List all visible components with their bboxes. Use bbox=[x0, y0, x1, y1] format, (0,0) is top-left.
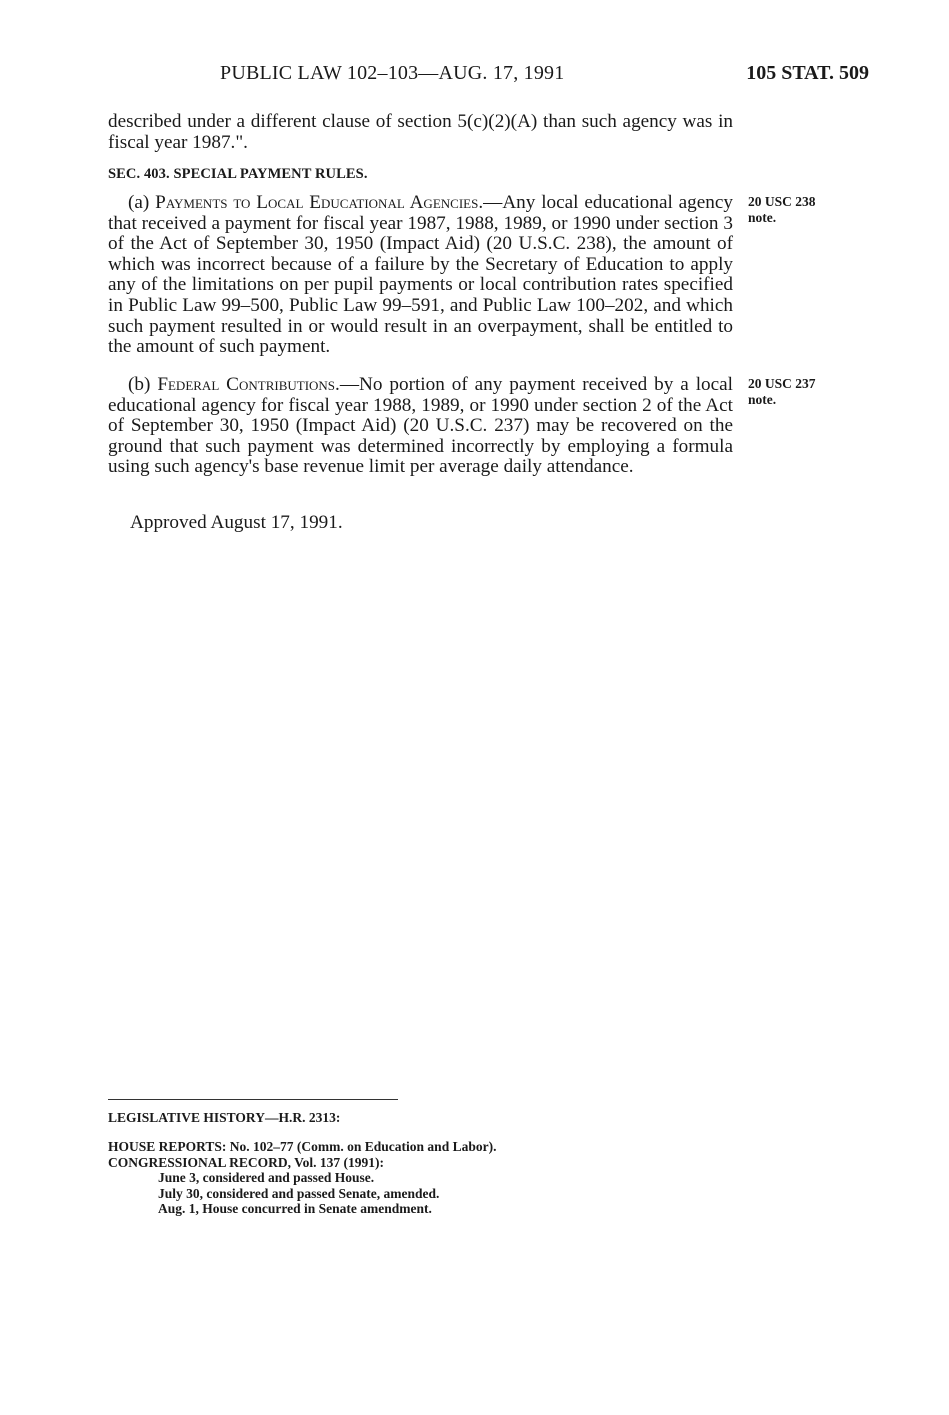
congressional-record: CONGRESSIONAL RECORD, Vol. 137 (1991): bbox=[108, 1154, 385, 1170]
subsection-a-label: (a) bbox=[128, 192, 150, 213]
margin-note-a-cite: 20 USC 238 bbox=[748, 194, 816, 209]
margin-note-a-note: note. bbox=[748, 210, 777, 225]
approval-date: Approved August 17, 1991. bbox=[130, 512, 343, 533]
subsection-b-caption: Federal Contributions. bbox=[157, 374, 340, 395]
statute-page-number: 105 STAT. 509 bbox=[746, 62, 869, 84]
footnote-divider bbox=[108, 1099, 398, 1100]
subsection-a-text: —Any local educational agency that received a payment for fiscal year 1987, 1988, 1989, or 1990 under section 3 of the Act of September 30, 1950 (Impact Aid) (20 U.S.C. 238), the amount of which was incorrect because of a failure by the Secretary of Education to apply any of the limitations on per pupil payments or local contribution rates specified in Public Law 99–500, Public Law 99–591, and Public Law 100–202, and which such payment resulted in or would result in an overpayment, shall be entitled to the amount of such payment. bbox=[108, 192, 733, 358]
history-event: June 3, considered and passed House. bbox=[158, 1170, 375, 1185]
house-reports: HOUSE REPORTS: No. 102–77 (Comm. on Education and Labor). bbox=[108, 1139, 497, 1154]
legislative-history-title: LEGISLATIVE HISTORY—H.R. 2313: bbox=[108, 1110, 341, 1125]
margin-note-b bbox=[748, 376, 858, 408]
subsection-b-label: (b) bbox=[128, 374, 151, 395]
subsection-a bbox=[108, 193, 733, 358]
history-event: July 30, considered and passed Senate, amended. bbox=[158, 1185, 440, 1201]
page-header bbox=[0, 62, 949, 88]
subsection-b-text: —No portion of any payment received by a local educational agency for fiscal year 1988, 1989, or 1990 under section 2 of the Act of September 30, 1950 (Impact Aid) (20 U.S.C. 237) may be recovered on the ground that such payment was determined incorrectly by employing a formula using such agency's base revenue limit per average daily attendance. bbox=[108, 374, 734, 478]
margin-note-b-cite: 20 USC 237 bbox=[748, 376, 816, 391]
continuation-paragraph: described under a different clause of section 5(c)(2)(A) than such agency was in fiscal year 1987.". bbox=[108, 111, 733, 153]
subsection-a-caption: Payments to Local Educational Agencies. bbox=[155, 192, 484, 213]
subsection-b bbox=[108, 375, 733, 478]
margin-note-a bbox=[748, 194, 858, 226]
running-head: PUBLIC LAW 102–103—AUG. 17, 1991 bbox=[220, 62, 565, 84]
margin-note-b-note: note. bbox=[748, 392, 777, 407]
section-heading: SEC. 403. SPECIAL PAYMENT RULES. bbox=[108, 166, 368, 182]
history-event: Aug. 1, House concurred in Senate amendment. bbox=[158, 1201, 432, 1216]
legislative-history bbox=[108, 1139, 708, 1217]
